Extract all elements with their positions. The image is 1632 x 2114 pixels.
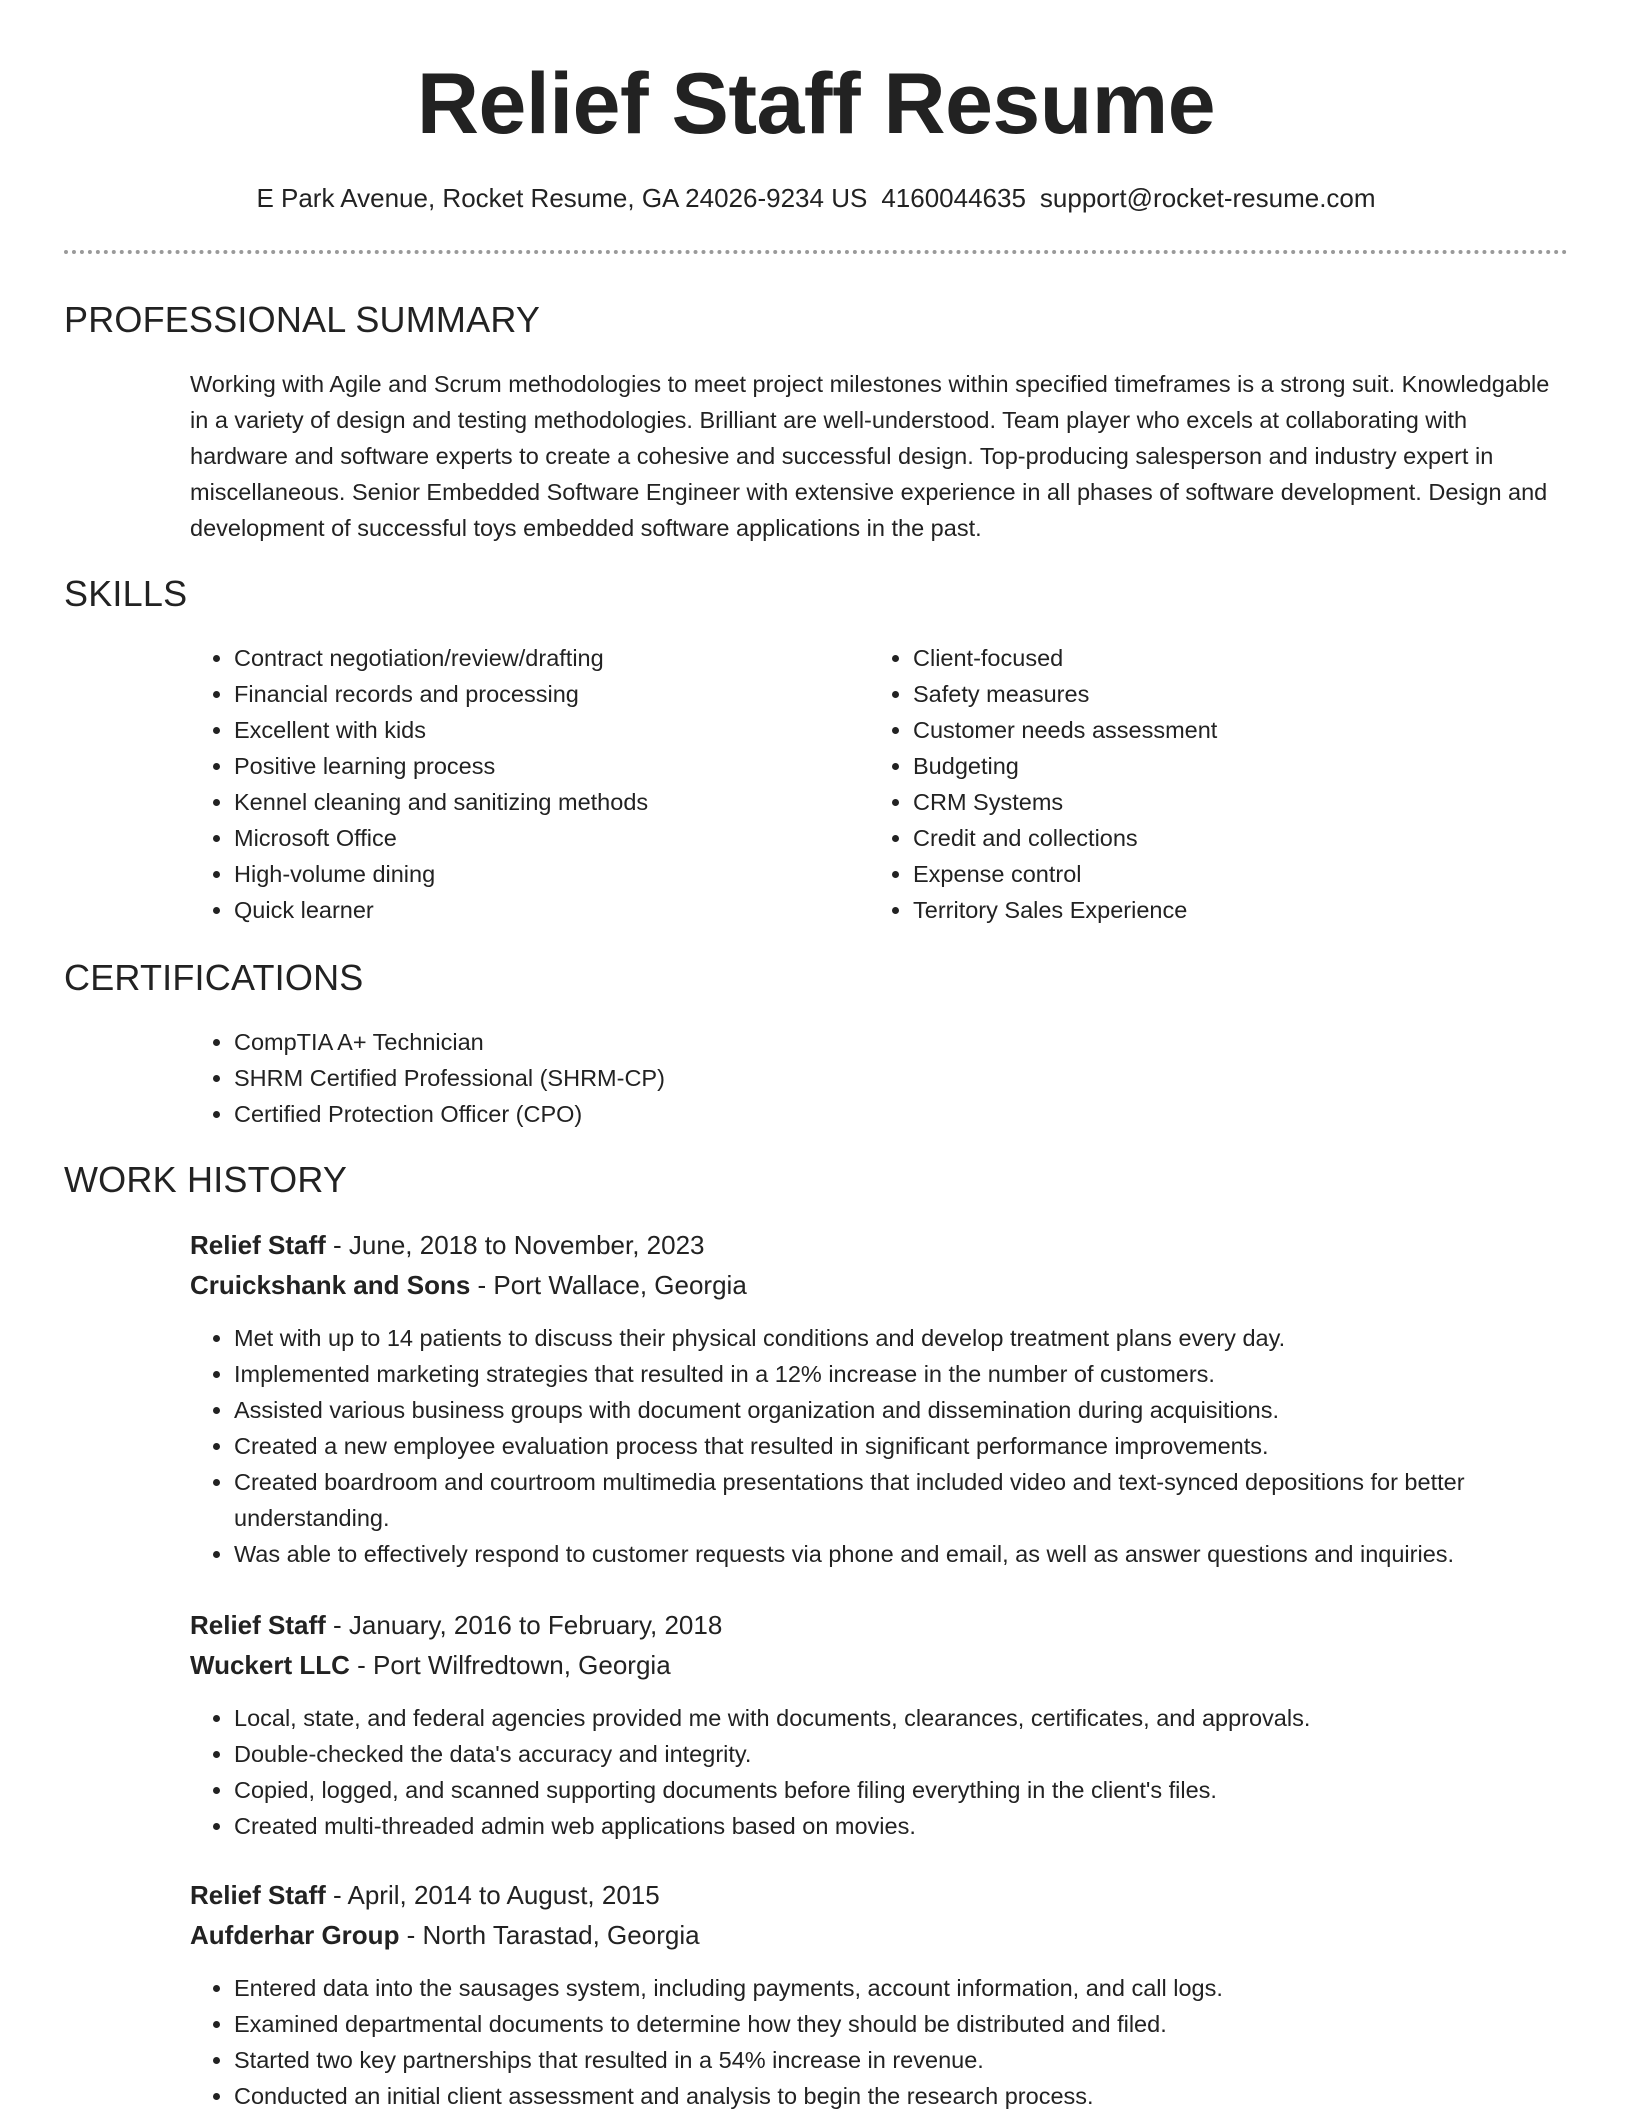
- list-item: • Created multi-threaded admin web applications based on movies.: [234, 1808, 1604, 1844]
- skills-list-right: [869, 640, 1513, 928]
- summary-heading: PROFESSIONAL SUMMARY: [64, 299, 541, 340]
- list-item: • Examined departmental documents to determine how they should be distributed and filed.: [234, 2006, 1604, 2042]
- certifications-list: [190, 1024, 1534, 1132]
- list-item: • Customer needs assessment: [913, 712, 1513, 748]
- list-item: • Implemented marketing strategies that resulted in a 12% increase in the number of customers.: [234, 1356, 1604, 1392]
- job-company: Cruickshank and Sons: [190, 1270, 471, 1300]
- list-item: • Positive learning process: [234, 748, 834, 784]
- list-item: • Local, state, and federal agencies provided me with documents, clearances, certificates, and approvals.: [234, 1700, 1604, 1736]
- list-item: • Safety measures: [913, 676, 1513, 712]
- job-dates: - April, 2014 to August, 2015: [325, 1880, 660, 1910]
- address: E Park Avenue, Rocket Resume, GA 24026-9234 US: [256, 183, 868, 213]
- job-role: Relief Staff: [190, 1880, 326, 1910]
- email: support@rocket-resume.com: [1039, 183, 1376, 213]
- header-divider: [64, 250, 1568, 254]
- list-item: • Client-focused: [913, 640, 1513, 676]
- skills-heading: SKILLS: [64, 573, 188, 614]
- list-item: • Kennel cleaning and sanitizing methods: [234, 784, 834, 820]
- job-dates: - January, 2016 to February, 2018: [325, 1610, 723, 1640]
- job-company: Wuckert LLC: [190, 1650, 350, 1680]
- list-item: • Assisted various business groups with document organization and dissemination during acquisitions.: [234, 1392, 1604, 1428]
- list-item: • Excellent with kids: [234, 712, 834, 748]
- list-item: • High-volume dining: [234, 856, 834, 892]
- certifications-heading: CERTIFICATIONS: [64, 957, 364, 998]
- list-item: • Met with up to 14 patients to discuss their physical conditions and develop treatment plans every day.: [234, 1320, 1604, 1356]
- job-dates: - June, 2018 to November, 2023: [325, 1230, 705, 1260]
- job-title-line: [190, 1876, 660, 1914]
- list-item: • Quick learner: [234, 892, 834, 928]
- job-location: - North Tarastad, Georgia: [399, 1920, 700, 1950]
- list-item: • Territory Sales Experience: [913, 892, 1513, 928]
- list-item: • Budgeting: [913, 748, 1513, 784]
- list-item: • Double-checked the data's accuracy and integrity.: [234, 1736, 1604, 1772]
- list-item: • Entered data into the sausages system, including payments, account information, and call logs.: [234, 1970, 1604, 2006]
- job-bullets: [190, 1700, 1604, 1844]
- list-item: • Started two key partnerships that resulted in a 54% increase in revenue.: [234, 2042, 1604, 2078]
- job-title-line: [190, 1226, 705, 1264]
- list-item: • Contract negotiation/review/drafting: [234, 640, 834, 676]
- job-bullets: [190, 1970, 1604, 2114]
- job-role: Relief Staff: [190, 1610, 326, 1640]
- list-item: • Conducted an initial client assessment and analysis to begin the research process.: [234, 2078, 1604, 2114]
- list-item: • Expense control: [913, 856, 1513, 892]
- job-company: Aufderhar Group: [190, 1920, 400, 1950]
- list-item: • Was able to effectively respond to customer requests via phone and email, as well as answer questions and inquiries.: [234, 1536, 1604, 1572]
- work-history-heading: WORK HISTORY: [64, 1159, 348, 1200]
- job-location: - Port Wallace, Georgia: [470, 1270, 747, 1300]
- list-item: • Credit and collections: [913, 820, 1513, 856]
- list-item: • CRM Systems: [913, 784, 1513, 820]
- contact-line: [0, 180, 1632, 216]
- list-item: • CompTIA A+ Technician: [234, 1024, 1534, 1060]
- list-item: • Financial records and processing: [234, 676, 834, 712]
- list-item: • Created boardroom and courtroom multimedia presentations that included video and text-synced depositions for better understanding.: [234, 1464, 1604, 1536]
- list-item: • SHRM Certified Professional (SHRM-CP): [234, 1060, 1534, 1096]
- job-company-line: [190, 1646, 671, 1684]
- job-title-line: [190, 1606, 722, 1644]
- job-location: - Port Wilfredtown, Georgia: [349, 1650, 671, 1680]
- list-item: • Certified Protection Officer (CPO): [234, 1096, 1534, 1132]
- skills-list-left: [190, 640, 834, 928]
- list-item: • Microsoft Office: [234, 820, 834, 856]
- list-item: • Copied, logged, and scanned supporting documents before filing everything in the client's files.: [234, 1772, 1604, 1808]
- list-item: • Created a new employee evaluation process that resulted in significant performance improvements.: [234, 1428, 1604, 1464]
- job-company-line: [190, 1266, 747, 1304]
- phone: 4160044635: [881, 183, 1026, 213]
- summary-text: Working with Agile and Scrum methodologies to meet project milestones within specified timeframes is a strong suit. Knowledgable in a variety of design and testing methodologies. Brilliant are well-understood. Team player who excels at collaborating with hardware and software experts to create a cohesive and successful design. Top-producing salesperson and industry expert in miscellaneous. Senior Embedded Software Engineer with extensive experience in all phases of software development. Design and development of successful toys embedded software applications in the past.: [190, 371, 1550, 541]
- resume-title: Relief Staff Resume: [416, 56, 1216, 152]
- job-role: Relief Staff: [190, 1230, 326, 1260]
- job-bullets: [190, 1320, 1604, 1572]
- job-company-line: [190, 1916, 700, 1954]
